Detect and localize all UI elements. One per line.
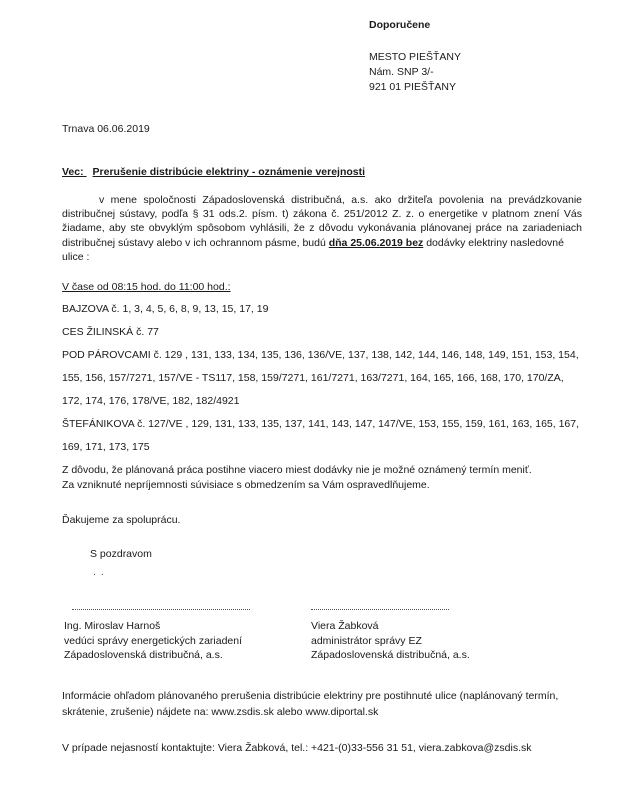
signatory-1-title: vedúci správy energetických zariadení bbox=[64, 634, 243, 647]
intro-line-4 bbox=[62, 236, 582, 250]
street-pod-parovcami-2: 155, 156, 157/7271, 157/VE - TS117, 158, 159/7271, 161/7271, 163/7271, 164, 165, 166, 168, 170, 170/ZA, bbox=[62, 372, 564, 384]
intro-line-1: v mene spoločnosti Západoslovenská distribučná, a.s. ako držiteľa povolenia na prevádzkovanie bbox=[99, 194, 582, 206]
street-pod-parovcami-1: POD PÁROVCAMI č. 129 , 131, 133, 134, 135, 136, 136/VE, 137, 138, 142, 144, 146, 148, 149, 151, 153, 154, bbox=[62, 349, 579, 361]
subject-prefix: Vec: bbox=[62, 166, 84, 178]
street-pod-parovcami-3: 172, 174, 176, 178/VE, 182, 182/4921 bbox=[62, 395, 240, 407]
signature-line-2 bbox=[311, 609, 449, 610]
subject-line bbox=[62, 166, 365, 178]
signature-marks: . . bbox=[93, 566, 105, 578]
greeting: S pozdravom bbox=[90, 548, 152, 560]
time-window: V čase od 08:15 hod. do 11:00 hod.: bbox=[62, 281, 231, 293]
street-ces-zilinska: CES ŽILINSKÁ č. 77 bbox=[62, 326, 159, 338]
subject-text: Prerušenie distribúcie elektriny - oznámenie verejnosti bbox=[92, 166, 366, 178]
recipient-name: MESTO PIEŠŤANY bbox=[369, 51, 461, 63]
notice-line-1: Z dôvodu, že plánovaná práca postihne viacero miest dodávky nie je možné oznámený termín meniť. bbox=[62, 464, 532, 476]
place-date: Trnava 06.06.2019 bbox=[62, 123, 150, 135]
signatory-2-title: administrátor správy EZ bbox=[311, 634, 422, 647]
street-bajzova: BAJZOVA č. 1, 3, 4, 5, 6, 8, 9, 13, 15, 17, 19 bbox=[62, 303, 269, 315]
signatory-2-company: Západoslovenská distribučná, a.s. bbox=[311, 649, 470, 661]
recipient-city: 921 01 PIEŠŤANY bbox=[369, 81, 456, 93]
intro-line-2: distribučnej sústavy, podľa § 31 ods.2. písm. t) zákona č. 251/2012 Z. z. o energetike v platnom znení Vás bbox=[62, 208, 582, 221]
outage-date: dňa 25.06.2019 bez bbox=[328, 236, 424, 249]
thanks-text: Ďakujeme za spoluprácu. bbox=[62, 514, 181, 526]
intro-line-4-start: distribučnej sústavy alebo v ich ochrannom pásme, budú bbox=[62, 236, 326, 249]
signatory-2 bbox=[311, 619, 470, 663]
street-stefanikova-2: 169, 171, 173, 175 bbox=[62, 441, 150, 453]
info-line-1: Informácie ohľadom plánovaného prerušenia distribúcie elektriny pre postihnuté ulice (naplánovaný termín, bbox=[62, 690, 559, 702]
street-stefanikova-1: ŠTEFÁNIKOVA č. 127/VE , 129, 131, 133, 135, 137, 141, 143, 147, 147/VE, 153, 155, 159, 161, 163, 165, 167, bbox=[62, 418, 580, 430]
signatory-1-name: Ing. Miroslav Harnoš bbox=[64, 620, 161, 632]
intro-line-5: ulice : bbox=[62, 250, 90, 263]
intro-line-4-end: dodávky elektriny nasledovné bbox=[426, 236, 564, 249]
notice-line-2: Za vzniknuté nepríjemnosti súvisiace s obmedzením sa Vám ospravedlňujeme. bbox=[62, 479, 430, 491]
intro-paragraph bbox=[62, 193, 582, 264]
recipient-street: Nám. SNP 3/- bbox=[369, 66, 434, 78]
info-line-2: skrátenie, zrušenie) nájdete na: www.zsdis.sk alebo www.diportal.sk bbox=[62, 706, 379, 718]
delivery-type: Doporučene bbox=[369, 19, 431, 31]
signatory-2-name: Viera Žabková bbox=[311, 620, 379, 632]
signatory-1 bbox=[64, 619, 242, 663]
recipient-block bbox=[369, 18, 461, 95]
signatory-1-company: Západoslovenská distribučná, a.s. bbox=[64, 649, 223, 661]
contact-line: V prípade nejasností kontaktujte: Viera Žabková, tel.: +421-(0)33-556 31 51, viera.zabkova@zsdis.sk bbox=[62, 742, 532, 754]
signature-line-1 bbox=[72, 609, 250, 610]
intro-line-3: žiadame, aby ste obvyklým spôsobom vyhlásili, že z dôvodu vykonávania plánovanej práce na zariadeniach bbox=[62, 222, 582, 235]
